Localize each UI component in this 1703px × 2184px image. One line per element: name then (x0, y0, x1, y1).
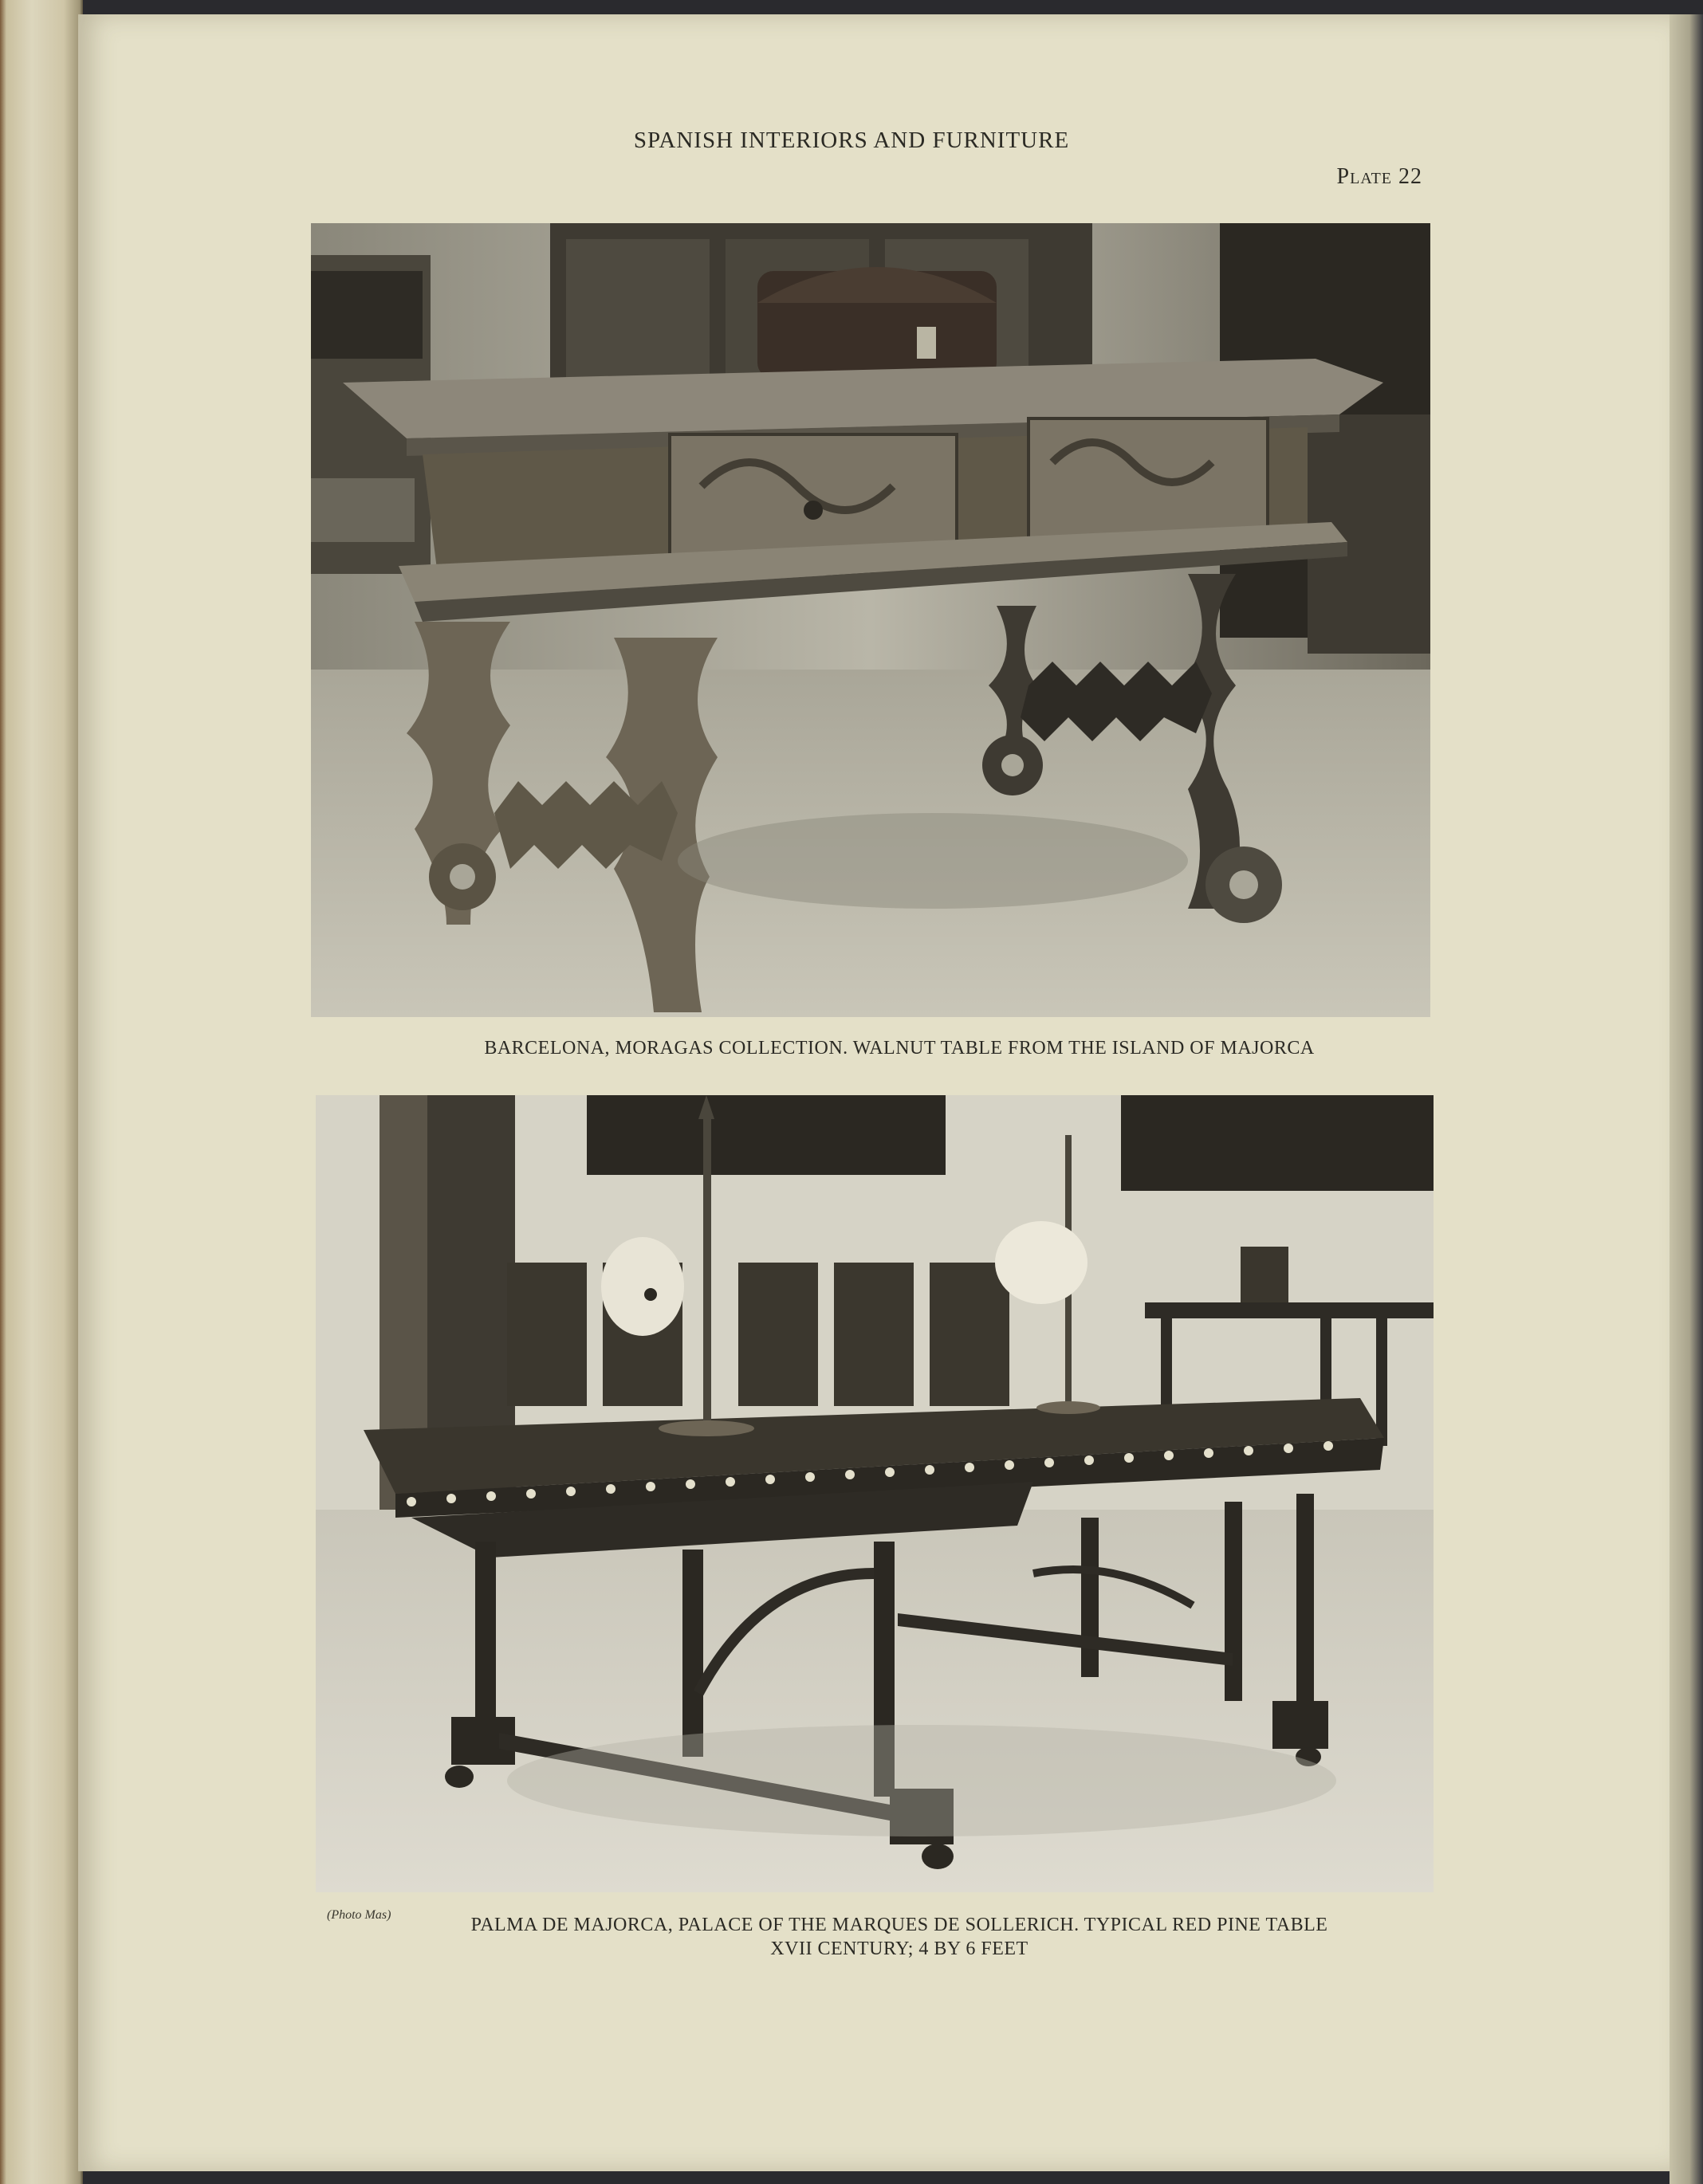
red-pine-table-caption-line2: XVII CENTURY; 4 BY 6 FEET (770, 1938, 1028, 1959)
photo-credit: (Photo Mas) (327, 1908, 391, 1922)
running-title: SPANISH INTERIORS AND FURNITURE (633, 128, 1070, 153)
red-pine-table-caption: PALMA DE MAJORCA, PALACE OF THE MARQUES DE SOLLERICH. TYPICAL RED PINE TABLE (470, 1915, 1328, 1935)
walnut-table-caption: BARCELONA, MORAGAS COLLECTION. WALNUT TABLE FROM THE ISLAND OF MAJORCA (484, 1038, 1315, 1059)
red-pine-table-photo (316, 1095, 1434, 1892)
plate-number: Plate 22 (1336, 164, 1422, 189)
walnut-table-illustration (311, 223, 1430, 1017)
walnut-table-photo (311, 223, 1430, 1017)
page-stack-edge (1670, 14, 1703, 2184)
red-pine-table-illustration (316, 1095, 1434, 1892)
facing-page-edge (0, 0, 83, 2184)
